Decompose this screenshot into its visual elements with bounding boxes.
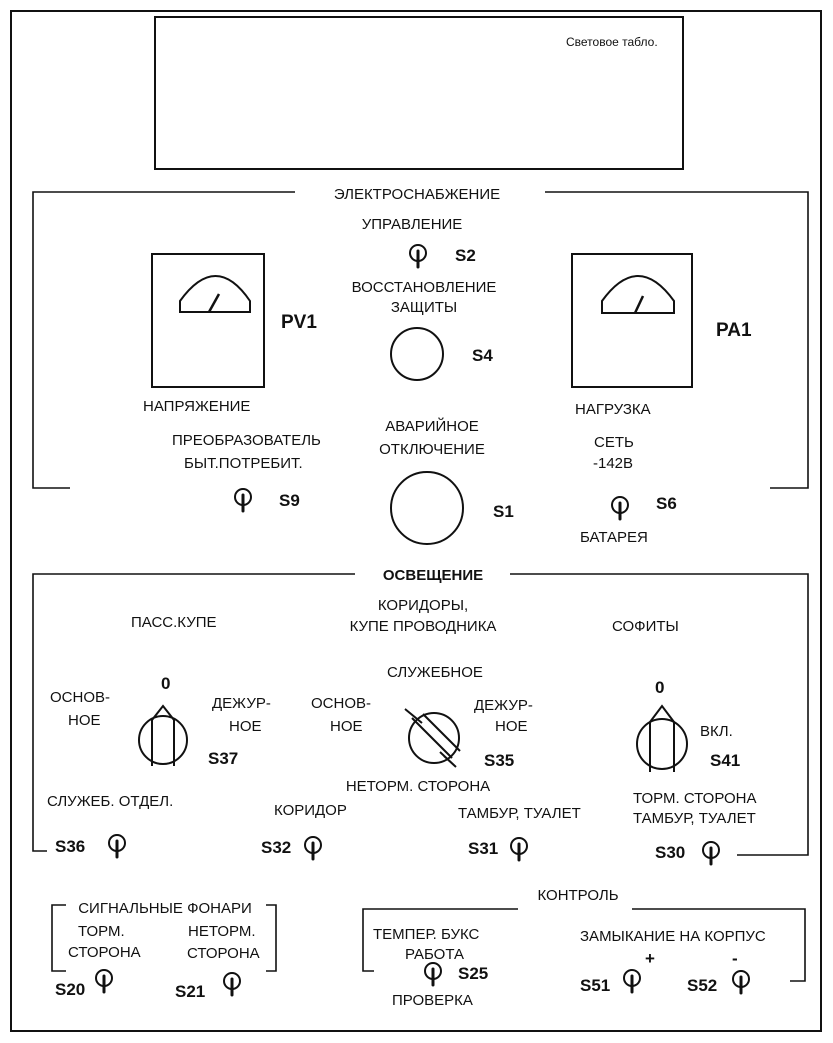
plus-sign: + [645, 949, 655, 968]
toggle-switch-icon[interactable] [733, 971, 749, 993]
toggle-switch-icon[interactable] [235, 489, 251, 511]
signal-brake-line2: СТОРОНА [68, 944, 141, 961]
switch-s9-code: S9 [279, 491, 300, 510]
converter-label-line1: ПРЕОБРАЗОВАТЕЛЬ [172, 432, 321, 449]
temp-label: ТЕМПЕР. БУКС [373, 926, 480, 943]
control-section-title: КОНТРОЛЬ [537, 887, 619, 904]
vestibule-label-2: ТАМБУР, ТУАЛЕТ [633, 810, 756, 827]
signal-nonbrake-line1: НЕТОРМ. [188, 923, 256, 940]
lamp-icon [348, 140, 368, 160]
source-label-line1: СЕТЬ [594, 434, 634, 451]
switch-s21-code: S21 [175, 982, 206, 1001]
switch-s2-code: S2 [455, 246, 476, 265]
panel-drawing [10, 10, 823, 1033]
lamp-icon [525, 140, 545, 160]
s41-on-label: ВКЛ. [700, 723, 733, 740]
switch-s37-code: S37 [208, 749, 239, 768]
s37-main-line2: НОЕ [68, 712, 101, 729]
reset-protection-button[interactable] [391, 328, 443, 380]
switch-s32-code: S32 [261, 838, 292, 857]
lamp-icon [228, 34, 248, 54]
signal-frame-left [52, 905, 66, 971]
toggle-switch-icon[interactable] [703, 842, 719, 864]
s37-zero-position: 0 [161, 674, 171, 693]
signal-brake-line1: ТОРМ. [78, 923, 125, 940]
lamp-icon [193, 140, 213, 160]
switch-s35-code: S35 [484, 751, 515, 770]
s37-duty-line1: ДЕЖУР- [212, 695, 271, 712]
ammeter-needle [635, 296, 643, 313]
button-s4-code: S4 [472, 346, 493, 365]
voltmeter [152, 254, 264, 387]
pass-label: ПАСС.КУПЕ [131, 614, 217, 631]
switch-s41-code: S41 [710, 751, 741, 770]
lamp-icon [228, 70, 248, 90]
outer-frame [11, 11, 821, 1031]
lamp-icon [488, 70, 508, 90]
rotary-switch-s37[interactable] [139, 706, 187, 766]
ammeter [572, 254, 692, 387]
toggle-switch-icon[interactable] [109, 835, 125, 857]
corridor-label-line1: КОРИДОРЫ, [377, 597, 469, 614]
minus-sign: - [732, 949, 738, 968]
s35-duty-line1: ДЕЖУР- [474, 697, 533, 714]
toggle-switch-icon[interactable] [511, 838, 527, 860]
brake-side-label: ТОРМ. СТОРОНА [633, 790, 757, 807]
switch-s20-code: S20 [55, 980, 86, 999]
non-brake-side-label: НЕТОРМ. СТОРОНА [345, 778, 491, 795]
lamp-icon [228, 105, 248, 125]
toggle-switch-icon[interactable] [410, 245, 426, 267]
battery-label: БАТАРЕЯ [580, 529, 648, 546]
switch-s25-code: S25 [458, 964, 489, 983]
lamp-icon [488, 34, 508, 54]
converter-label-line2: БЫТ.ПОТРЕБИТ. [184, 455, 303, 472]
power-section-title: ЭЛЕКТРОСНАБЖЕНИЕ [333, 186, 501, 203]
switch-s30-code: S30 [655, 843, 686, 862]
lamp-icon [525, 34, 545, 54]
switch-s51-code: S51 [580, 976, 611, 995]
lamp-icon [193, 105, 213, 125]
lamp-icon [525, 70, 545, 90]
source-label-line2: -142В [593, 455, 634, 472]
display-caption: Световое табло. [566, 35, 658, 49]
voltmeter-dial-icon [180, 276, 250, 312]
rotary-switch-s35[interactable] [405, 709, 460, 767]
work-label: РАБОТА [405, 946, 465, 963]
toggle-switch-icon[interactable] [425, 963, 441, 985]
voltmeter-label: НАПРЯЖЕНИЕ [143, 398, 251, 415]
ground-fault-label: ЗАМЫКАНИЕ НА КОРПУС [580, 928, 766, 945]
toggle-switch-icon[interactable] [96, 970, 112, 992]
rotary-switch-s41[interactable] [637, 706, 687, 772]
reset-label-line1: ВОССТАНОВЛЕНИЕ [351, 279, 497, 296]
lamp-icon [488, 105, 508, 125]
corridor-label-line2: КУПЕ ПРОВОДНИКА [349, 618, 497, 635]
ammeter-label: НАГРУЗКА [575, 401, 651, 418]
s37-duty-line2: НОЕ [229, 718, 262, 735]
lamp-icon [193, 34, 213, 54]
button-s1-code: S1 [493, 502, 514, 521]
sofit-label: СОФИТЫ [612, 618, 679, 635]
s35-main-line1: ОСНОВ- [311, 695, 371, 712]
lamp-icon [348, 34, 368, 54]
corridor-switch-label: КОРИДОР [274, 802, 347, 819]
vestibule-label-1: ТАМБУР, ТУАЛЕТ [458, 805, 581, 822]
lamp-icon [193, 70, 213, 90]
lamp-icon [348, 105, 368, 125]
s35-duty-line2: НОЕ [495, 718, 528, 735]
service-label: СЛУЖЕБНОЕ [387, 664, 483, 681]
emergency-off-button[interactable] [391, 472, 463, 544]
toggle-switch-icon[interactable] [224, 973, 240, 995]
indicator-lamps [193, 34, 545, 160]
switch-s6-code: S6 [656, 494, 677, 513]
voltmeter-needle [209, 294, 219, 312]
switch-s31-code: S31 [468, 839, 499, 858]
check-label: ПРОВЕРКА [392, 992, 473, 1009]
s41-zero-position: 0 [655, 678, 665, 697]
power-frame-right [545, 192, 808, 488]
lamp-icon [348, 70, 368, 90]
emergency-label-line1: АВАРИЙНОЕ [385, 418, 479, 435]
control-panel [10, 10, 823, 1033]
control-label: УПРАВЛЕНИЕ [361, 216, 463, 233]
signal-section-title: СИГНАЛЬНЫЕ ФОНАРИ [78, 900, 252, 917]
reset-label-line2: ЗАЩИТЫ [390, 299, 458, 316]
s35-main-line2: НОЕ [330, 718, 363, 735]
lamp-icon [228, 140, 248, 160]
ammeter-code: PA1 [716, 320, 752, 341]
lighting-section-title: ОСВЕЩЕНИЕ [382, 567, 484, 584]
toggle-switch-icon[interactable] [624, 970, 640, 992]
switch-s36-code: S36 [55, 837, 86, 856]
toggle-switch-icon[interactable] [612, 497, 628, 519]
emergency-label-line2: ОТКЛЮЧЕНИЕ [379, 441, 485, 458]
signal-nonbrake-line2: СТОРОНА [187, 945, 260, 962]
signal-frame-right [266, 905, 276, 971]
control-frame-right [632, 909, 805, 981]
s37-main-line1: ОСНОВ- [50, 689, 110, 706]
lamp-icon [525, 105, 545, 125]
service-dept-label: СЛУЖЕБ. ОТДЕЛ. [47, 793, 174, 810]
switch-s52-code: S52 [687, 976, 718, 995]
toggle-switch-icon[interactable] [305, 837, 321, 859]
voltmeter-code: PV1 [281, 312, 317, 333]
